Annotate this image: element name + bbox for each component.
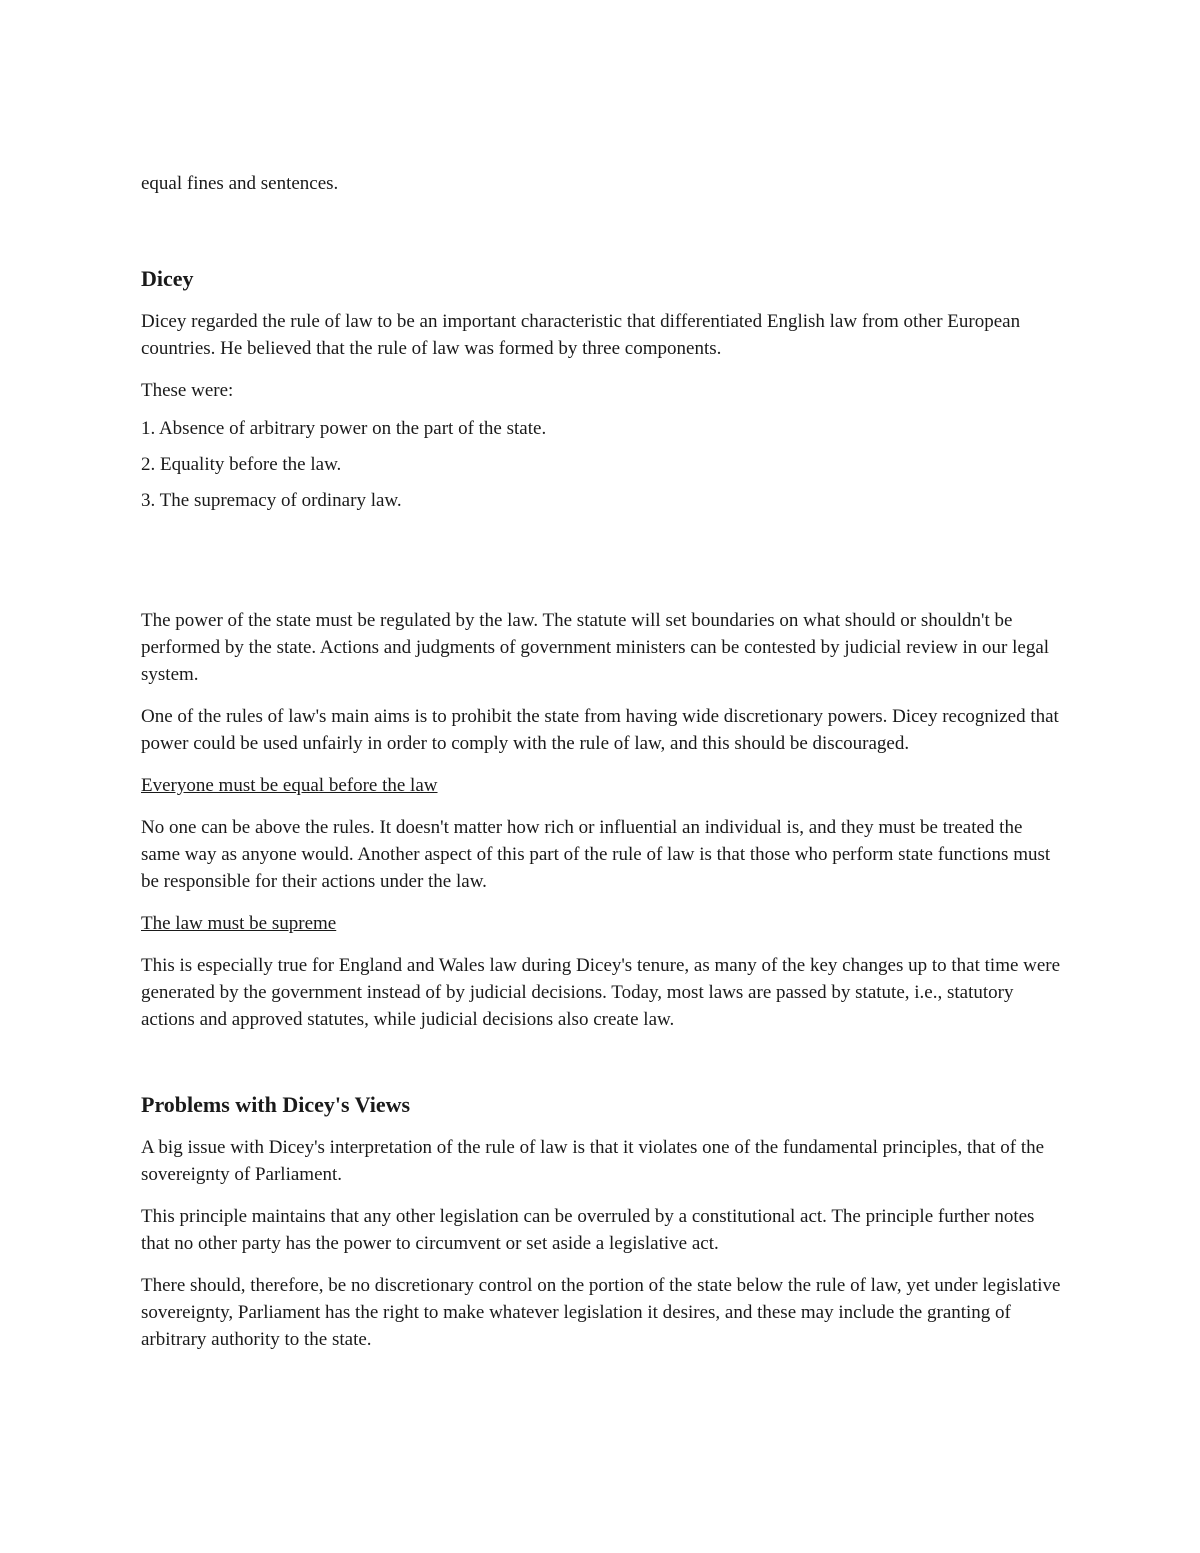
paragraph-problems-1: A big issue with Dicey's interpretation of the rule of law is that it violates one of the fundamental principles, that of the sovereignty of Parliament. [141, 1137, 1045, 1185]
list-item: 1. Absence of arbitrary power on the part of the state. [141, 418, 547, 439]
paragraph-supremacy: This is especially true for England and Wales law during Dicey's tenure, as many of the key changes up to that time were generated by the government instead of by judicial decisions. Today, most laws are passed by statute, i.e., statutory actions and approved statutes, while judicial decisions also create law. [141, 955, 1061, 1030]
paragraph-problems-2: This principle maintains that any other legislation can be overruled by a constitutional act. The principle further notes that no other party has the power to circumvent or set aside a legislative act. [141, 1206, 1035, 1254]
document-page [141, 170, 1066, 1368]
subheading-equal-before-law: Everyone must be equal before the law [141, 775, 438, 796]
paragraph-problems-3: There should, therefore, be no discretionary control on the portion of the state below the rule of law, yet under legislative sovereignty, Parliament has the right to make whatever legislation it desires, and these may include the granting of arbitrary authority to the state. [141, 1275, 1061, 1350]
paragraph-equality: No one can be above the rules. It doesn't matter how rich or influential an individual is, and they must be treated the same way as anyone would. Another aspect of this part of the rule of law is that those who perform state functions must be responsible for their actions under the law. [141, 817, 1051, 892]
paragraph-state-power: The power of the state must be regulated by the law. The statute will set boundaries on what should or shouldn't be performed by the state. Actions and judgments of government ministers can be contested by judicial review in our legal system. [141, 610, 1050, 685]
continuation-text: equal fines and sentences. [141, 173, 339, 194]
paragraph-discretionary-powers: One of the rules of law's main aims is to prohibit the state from having wide discretionary powers. Dicey recognized that power could be used unfairly in order to comply with the rule of law, and this should be discouraged. [141, 706, 1059, 754]
subheading-law-supreme: The law must be supreme [141, 913, 337, 934]
section-heading-dicey: Dicey [141, 266, 194, 291]
list-intro: These were: [141, 380, 234, 401]
dicey-intro-paragraph: Dicey regarded the rule of law to be an important characteristic that differentiated English law from other European countries. He believed that the rule of law was formed by three components. [141, 311, 1021, 359]
list-item: 3. The supremacy of ordinary law. [141, 490, 402, 511]
list-item: 2. Equality before the law. [141, 454, 342, 475]
section-heading-problems: Problems with Dicey's Views [141, 1092, 411, 1117]
